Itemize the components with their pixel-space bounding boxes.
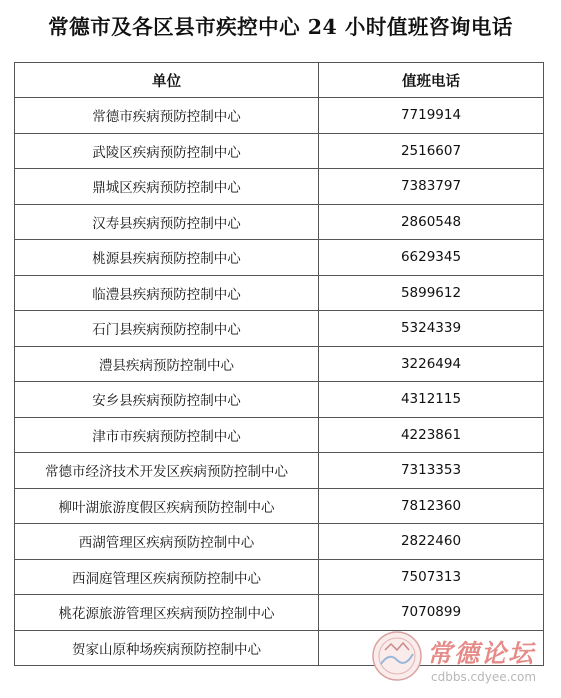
phone-number-cell: 7507313	[319, 559, 544, 595]
table-header-row	[15, 63, 544, 98]
unit-name-cell: 石门县疾病预防控制中心	[15, 311, 319, 347]
phone-number-cell: 5324339	[319, 311, 544, 347]
table-row	[15, 453, 544, 489]
unit-name-cell: 澧县疾病预防控制中心	[15, 346, 319, 382]
phone-number-cell: 4312115	[319, 382, 544, 418]
forum-seal-logo	[371, 630, 423, 682]
phone-number-cell: 2860548	[319, 204, 544, 240]
phone-number-cell: 7383797	[319, 169, 544, 205]
header-phone: 值班电话	[319, 63, 544, 98]
phone-number-cell: 2516607	[319, 133, 544, 169]
unit-name-cell: 西湖管理区疾病预防控制中心	[15, 524, 319, 560]
table-row	[15, 275, 544, 311]
phone-number-cell: 3226494	[319, 346, 544, 382]
unit-name-cell: 津市市疾病预防控制中心	[15, 417, 319, 453]
table-row	[15, 98, 544, 134]
unit-name-cell: 鼎城区疾病预防控制中心	[15, 169, 319, 205]
unit-name-cell: 常德市经济技术开发区疾病预防控制中心	[15, 453, 319, 489]
table-row	[15, 488, 544, 524]
unit-name-cell: 汉寿县疾病预防控制中心	[15, 204, 319, 240]
table-row	[15, 559, 544, 595]
phone-number-cell: 4223861	[319, 417, 544, 453]
unit-name-cell: 桃花源旅游管理区疾病预防控制中心	[15, 595, 319, 631]
table-row	[15, 382, 544, 418]
table-row	[15, 240, 544, 276]
phone-number-cell: 7070899	[319, 595, 544, 631]
duty-phone-table	[14, 62, 544, 666]
table-row	[15, 169, 544, 205]
unit-name-cell: 西洞庭管理区疾病预防控制中心	[15, 559, 319, 595]
table-row	[15, 204, 544, 240]
table-row	[15, 524, 544, 560]
unit-name-cell: 常德市疾病预防控制中心	[15, 98, 319, 134]
phone-number-cell: 5899612	[319, 275, 544, 311]
watermark-text: 常德论坛	[427, 639, 536, 668]
table-row	[15, 346, 544, 382]
forum-watermark	[365, 628, 555, 692]
phone-number-cell: 7812360	[319, 488, 544, 524]
phone-number-cell: 2822460	[319, 524, 544, 560]
unit-name-cell: 安乡县疾病预防控制中心	[15, 382, 319, 418]
page-title: 常德市及各区县市疾控中心 24 小时值班咨询电话	[48, 15, 513, 39]
table-row	[15, 417, 544, 453]
watermark-url: cdbbs.cdyee.com	[431, 670, 537, 684]
unit-name-cell: 柳叶湖旅游度假区疾病预防控制中心	[15, 488, 319, 524]
unit-name-cell: 桃源县疾病预防控制中心	[15, 240, 319, 276]
unit-name-cell: 临澧县疾病预防控制中心	[15, 275, 319, 311]
unit-name-cell: 武陵区疾病预防控制中心	[15, 133, 319, 169]
phone-number-cell: 7313353	[319, 453, 544, 489]
phone-number-cell: 7719914	[319, 98, 544, 134]
table-row	[15, 133, 544, 169]
header-unit: 单位	[15, 63, 319, 98]
table-row	[15, 595, 544, 631]
phone-number-cell: 6629345	[319, 240, 544, 276]
unit-name-cell: 贺家山原种场疾病预防控制中心	[15, 630, 319, 666]
table-row	[15, 311, 544, 347]
